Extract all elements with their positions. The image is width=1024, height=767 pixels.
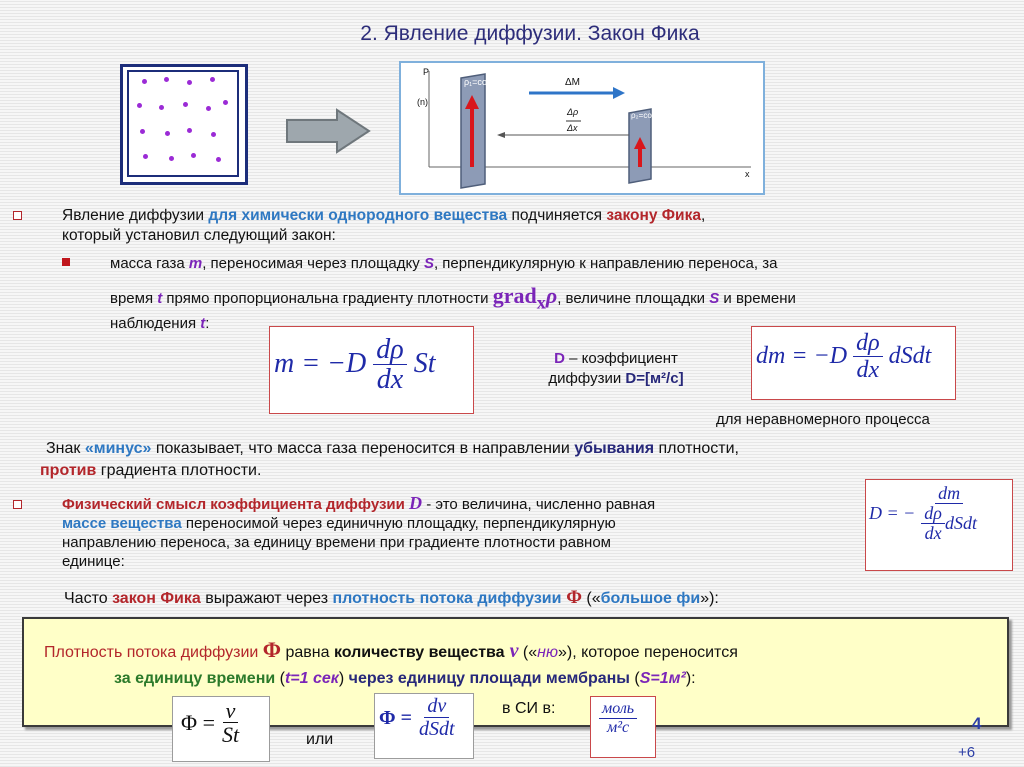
text: подчиняется (507, 207, 607, 224)
rho2-label: ρ₂=const (631, 111, 663, 120)
formula-fick (274, 335, 435, 396)
var-t: t (157, 290, 163, 307)
rho1-label: ρ₁=const (464, 77, 499, 87)
formula-phi-diff (379, 696, 458, 740)
text: , (700, 207, 706, 224)
fick-law-statement (110, 253, 1000, 335)
formula-fraction (416, 696, 458, 740)
formula-lhs: dm = −D (756, 342, 848, 369)
formula-fraction (373, 335, 406, 396)
text: единице: (62, 553, 125, 570)
inner-den: dx (924, 522, 942, 543)
nu-word: ню (537, 644, 558, 661)
fraction-tail: dSdt (944, 512, 977, 533)
text: и времени (719, 290, 796, 307)
inner-num: dρ (921, 504, 945, 524)
gas-particle (142, 79, 147, 84)
formula-phi (181, 699, 242, 747)
formula-lhs: Φ = (181, 710, 215, 736)
corner-number: 4 (972, 714, 982, 733)
nonuniform-note: для неравномерного процесса (716, 411, 930, 428)
text: диффузии (548, 370, 626, 387)
highlight-amount: количеству вещества (333, 644, 505, 661)
gas-particle (187, 128, 192, 133)
phi-symbol: Φ (561, 587, 582, 608)
fraction-num: dρ (373, 335, 406, 365)
text: , переносимая через площадку (202, 255, 424, 272)
bullet-square-icon (13, 211, 22, 220)
formula-differential-box (751, 326, 956, 400)
grad-text: grad (492, 283, 537, 308)
fick-law-intro (62, 206, 992, 246)
fraction-num: dm (935, 484, 963, 504)
gas-particle (137, 103, 142, 108)
formula-phi-diff-box (374, 693, 474, 759)
text: выражают через (200, 590, 333, 607)
text: Явление диффузии (62, 207, 209, 224)
text: который установил следующий закон: (62, 227, 336, 244)
grad-sub: x (536, 292, 546, 313)
text: направлению переноса, за единицу времени при градиенте плотности равном (62, 534, 611, 551)
text: (« (581, 590, 601, 607)
formula-fraction (219, 699, 242, 747)
line2 (110, 285, 796, 313)
grad-den-label: Δx (567, 123, 578, 133)
text: показывает, что масса газа переносится в направлении (151, 440, 575, 457)
p-axis-label: P (423, 67, 430, 77)
formula-lhs: m = −D (274, 348, 367, 380)
diagram-graphics (401, 63, 763, 193)
gas-particle (191, 153, 196, 158)
text: : (205, 315, 210, 333)
flux-definition (44, 637, 994, 692)
text: время (110, 290, 158, 307)
fraction-den: St (222, 722, 240, 748)
highlight-fick: закон Фика (112, 590, 201, 607)
fraction-num: ν (223, 699, 239, 723)
text: Знак (46, 440, 85, 457)
var-m: m (188, 255, 203, 272)
text: (« (518, 644, 538, 661)
formula-fraction (853, 331, 883, 384)
gas-particle (143, 154, 148, 159)
text: »), которое переносится (557, 644, 738, 661)
corner-counter: +6 (958, 744, 976, 761)
var-t: t (200, 315, 206, 333)
formula-phi-box (172, 696, 270, 762)
si-unit-box (590, 696, 656, 758)
flux-definition-box (22, 617, 1009, 727)
diffusion-diagram (399, 61, 765, 195)
n-axis-label: (n) (417, 97, 428, 107)
text: Часто (64, 590, 113, 607)
time-eq: t=1 сек (284, 670, 339, 687)
text: , перпендикулярную к направлению переноса, за (433, 255, 778, 272)
text: ( (275, 670, 285, 687)
or-label: или (306, 731, 334, 748)
gas-particle (210, 77, 215, 82)
bullet-square-icon (13, 500, 22, 509)
unit: D=[м²/с] (625, 370, 684, 387)
highlight-decrease: убывания (574, 440, 655, 457)
gas-particle (211, 132, 216, 137)
title-number: 2. (360, 22, 378, 45)
text: плотности, (654, 440, 739, 457)
gas-particle (223, 100, 228, 105)
var-d: D (409, 493, 423, 513)
highlight-time: за единицу времени (114, 670, 276, 687)
physical-meaning (62, 494, 848, 571)
text: переносимой через единичную площадку, перпендикулярную (181, 515, 616, 532)
fraction-num: dρ (853, 331, 883, 357)
grad-rho: ρ (545, 283, 558, 308)
var-s: S (423, 255, 434, 272)
si-label: в СИ в: (502, 700, 556, 717)
gas-particle (206, 106, 211, 111)
highlight-big-phi: большое фи (600, 590, 701, 607)
formula-d (869, 484, 980, 544)
text: масса газа (110, 255, 189, 272)
unit-fraction (599, 701, 637, 736)
formula-d-box (865, 479, 1013, 571)
highlight-mass: массе вещества (62, 515, 182, 532)
formula-lhs: D = − (869, 503, 916, 524)
grad-symbol (492, 283, 558, 313)
text: равна (281, 644, 334, 661)
bullet-filled-icon (62, 258, 70, 266)
fraction-num: dν (424, 696, 449, 718)
highlight-area: через единицу площади мембраны (348, 670, 630, 687)
text: градиента плотности. (96, 462, 262, 479)
fraction-den (918, 504, 980, 544)
flux-intro (64, 588, 994, 609)
var-d: D (554, 350, 565, 367)
area-eq: S=1м² (639, 670, 686, 687)
text: ) (338, 670, 349, 687)
title-text: Явление диффузии. Закон Фика (383, 22, 700, 45)
text: ): (685, 670, 696, 687)
fraction-den: dx (856, 357, 880, 384)
grad-num-label: Δρ (567, 107, 579, 117)
text: наблюдения (110, 315, 201, 333)
gas-particle (165, 131, 170, 136)
text: ( (629, 670, 640, 687)
minus-sign-explanation (40, 438, 1006, 482)
var-s: S (709, 290, 720, 307)
si-unit (599, 701, 637, 736)
formula-fick-box (269, 326, 474, 414)
text: - это величина, численно равная (422, 496, 656, 513)
highlight-against: против (40, 462, 97, 479)
x-axis-label: x (745, 169, 750, 179)
formula-differential (756, 331, 931, 384)
text-red: Плотность потока диффузии (44, 644, 263, 661)
gas-particle (159, 105, 164, 110)
gas-square-inner (127, 70, 239, 177)
gas-particle (169, 156, 174, 161)
gas-particle (183, 102, 188, 107)
formula-rhs: St (413, 348, 436, 380)
diffusion-coef-note (516, 349, 716, 389)
formula-lhs: Φ = (379, 706, 412, 729)
text: »): (700, 590, 719, 607)
text: , величине площадки (557, 290, 710, 307)
fraction-den: dx (376, 364, 404, 396)
unit-num: моль (599, 701, 637, 719)
formula-rhs: dSdt (888, 342, 932, 369)
gas-particle (140, 129, 145, 134)
delta-m-label: ΔM (565, 77, 581, 88)
highlight-fick: закону Фика (606, 207, 701, 224)
text: – коэффициент (564, 350, 678, 367)
text: прямо пропорциональна градиенту плотности (162, 290, 493, 307)
page-title (0, 22, 1024, 46)
fraction-den: dSdt (418, 718, 455, 740)
formula-fraction (918, 484, 980, 544)
inner-fraction (921, 504, 945, 544)
gas-particle (216, 157, 221, 162)
right-arrow-icon (285, 108, 371, 154)
gas-particle (164, 77, 169, 82)
nu-symbol: ν (504, 640, 519, 662)
highlight-minus: «минус» (84, 440, 152, 457)
phi-symbol: Φ (262, 637, 282, 662)
highlight-flux: плотность потока диффузии (332, 590, 562, 607)
unit-den: м²с (606, 718, 630, 736)
highlight-meaning: Физический смысл коэффициента диффузии (62, 496, 410, 513)
gas-particle (187, 80, 192, 85)
highlight-chem: для химически однородного вещества (208, 207, 508, 224)
